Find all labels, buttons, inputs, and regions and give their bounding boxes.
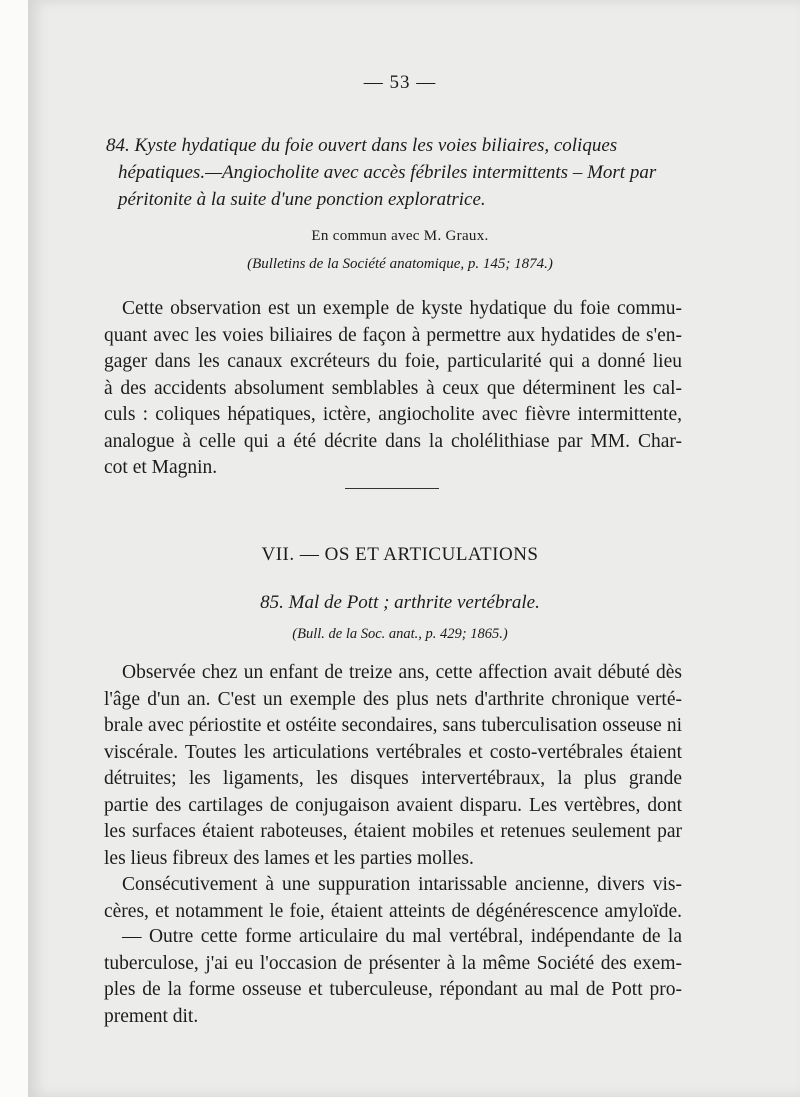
paragraph-line: brale avec périostite et ostéite secondaires, sans tuberculisation osseuse ni	[104, 715, 682, 736]
entry-84-citation: (Bulletins de la Société anatomique, p. 145; 1874.)	[247, 256, 553, 272]
paragraph-line: Observée chez un enfant de treize ans, cette affection avait débuté dès	[122, 662, 682, 683]
paragraph-line: les lieus fibreux des lames et les parties molles.	[104, 847, 474, 869]
page-number: — 53 —	[363, 72, 437, 93]
entry-85-paragraph-2	[104, 872, 682, 925]
paragraph-line: l'âge d'un an. C'est un exemple des plus nets d'arthrite chronique verté-	[104, 688, 682, 710]
entry-85-paragraph-3	[104, 924, 682, 1030]
entry-85-citation: (Bull. de la Soc. anat., p. 429; 1865.)	[292, 626, 508, 642]
entry-84-paragraph	[104, 296, 682, 482]
entry-84-collaboration: En commun avec M. Graux.	[311, 228, 489, 244]
paragraph-line: partie des cartilages de conjugaison avaient disparu. Les vertèbres, dont	[104, 794, 682, 816]
paragraph-line: — Outre cette forme articulaire du mal vertébral, indépendante de la	[122, 926, 682, 947]
paragraph-line: cères, et notamment le foie, étaient atteints de dégénérescence amyloïde.	[104, 900, 682, 922]
entry-84-title-line: hépatiques.—Angiocholite avec accès fébriles intermittents – Mort par	[118, 162, 657, 183]
section-divider	[345, 488, 439, 489]
paragraph-line: culs : coliques hépatiques, ictère, angiocholite avec fièvre intermittente,	[104, 404, 682, 425]
section-heading: VII. — OS ET ARTICULATIONS	[261, 544, 539, 565]
paragraph-line: quant avec les voies biliaires de façon à permettre aux hydatides de s'en-	[104, 324, 682, 346]
paragraph-line: tuberculose, j'ai eu l'occasion de présenter à la même Société des exem-	[104, 952, 682, 974]
entry-84-title	[104, 132, 684, 213]
paragraph-line: gager dans les canaux excréteurs du foie, particularité qui a donné lieu	[104, 351, 682, 372]
paragraph-line: analogue à celle qui a été décrite dans la cholélithiase par MM. Char-	[104, 430, 682, 452]
entry-84-title-line: 84. Kyste hydatique du foie ouvert dans les voies biliaires, coliques	[106, 135, 618, 156]
entry-85-title: 85. Mal de Pott ; arthrite vertébrale.	[260, 592, 540, 613]
entry-85-paragraph-1	[104, 660, 682, 872]
paragraph-line: viscérale. Toutes les articulations vertébrales et costo-vertébrales étaient	[104, 741, 682, 763]
paragraph-line: prement dit.	[104, 1005, 199, 1027]
entry-84-title-line: péritonite à la suite d'une ponction exploratrice.	[118, 189, 486, 210]
paragraph-line: cot et Magnin.	[104, 457, 218, 478]
paragraph-line: détruites; les ligaments, les disques intervertébraux, la plus grande	[104, 768, 682, 789]
paragraph-line: ples de la forme osseuse et tuberculeuse, répondant au mal de Pott pro-	[104, 979, 682, 1000]
paragraph-line: à des accidents absolument semblables à ceux que déterminent les cal-	[104, 377, 682, 399]
paragraph-line: les surfaces étaient raboteuses, étaient mobiles et retenues seulement par	[104, 821, 682, 842]
paragraph-line: Cette observation est un exemple de kyste hydatique du foie commu-	[122, 298, 682, 319]
paragraph-line: Consécutivement à une suppuration intarissable ancienne, divers vis-	[122, 874, 682, 895]
